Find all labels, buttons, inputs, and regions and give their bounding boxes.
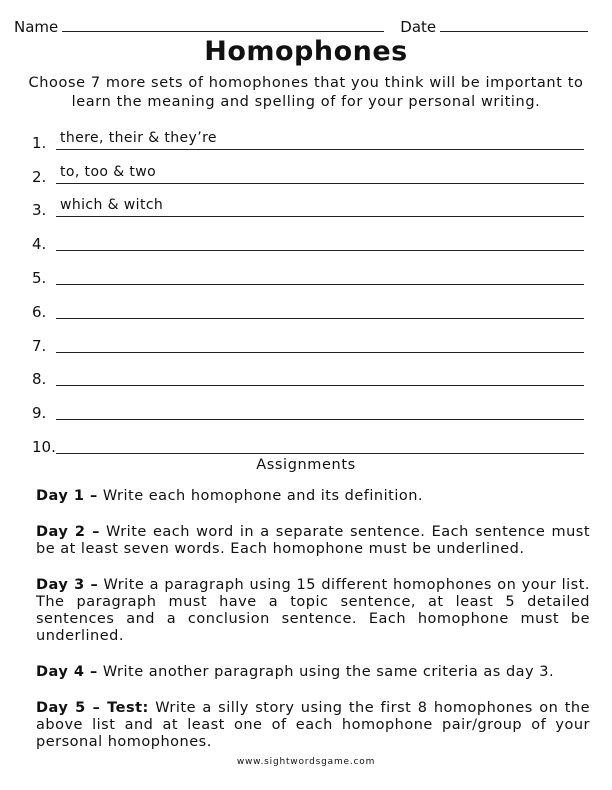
day-text: Write another paragraph using the same criteria as day 3. — [102, 664, 555, 680]
day-text: Write each word in a separate sentence. Each sentence must be at least seven words. Each homophone must be underlined. — [36, 524, 591, 557]
answer-line[interactable] — [56, 332, 584, 353]
assignment-day-5 — [36, 700, 590, 751]
day-label: Day 5 – Test: — [36, 700, 149, 716]
day-label: Day 4 – — [36, 664, 98, 680]
list-item — [32, 287, 584, 321]
day-text: Write a silly story using the first 8 homophones on the above list and at least one of each homophone pair/group of your personal homophones. — [36, 700, 590, 750]
assignment-day-4 — [36, 664, 590, 681]
answer-line[interactable] — [56, 399, 584, 420]
answer-line[interactable]: to, too & two — [56, 163, 584, 184]
date-field[interactable] — [440, 30, 588, 32]
answer-line[interactable]: there, their & they’re — [56, 129, 584, 150]
list-item — [32, 422, 584, 456]
answer-line[interactable] — [56, 230, 584, 251]
answer-line[interactable] — [56, 433, 584, 454]
list-item — [32, 152, 584, 186]
day-label: Day 1 – — [36, 488, 98, 504]
name-label: Name — [14, 18, 59, 36]
day-label: Day 3 – — [36, 577, 99, 593]
date-label: Date — [400, 18, 437, 36]
assignment-day-2 — [36, 524, 590, 558]
line-number: 5. — [32, 268, 47, 287]
day-text: Write each homophone and its definition. — [102, 488, 424, 504]
page-title: Homophones — [204, 36, 408, 67]
list-item — [32, 253, 584, 287]
answer-line[interactable] — [56, 264, 584, 285]
homophone-list — [32, 118, 584, 456]
list-item — [32, 219, 584, 253]
answer-line[interactable]: which & witch — [56, 196, 584, 217]
assignments-heading: Assignments — [256, 457, 356, 473]
name-date-header — [14, 14, 588, 36]
line-number: 10. — [32, 437, 56, 456]
answer-line[interactable] — [56, 365, 584, 386]
line-number: 4. — [32, 235, 47, 254]
line-number: 1. — [32, 133, 47, 152]
name-field[interactable] — [62, 30, 384, 32]
day-label: Day 2 – — [36, 524, 100, 540]
website-footer: www.sightwordsgame.com — [236, 757, 376, 767]
list-item — [32, 388, 584, 422]
day-text: Write a paragraph using 15 different homophones on your list. The paragraph must have a topic sentence, at least 5 detailed sentences and a conclusion sentence. Each homophone must be underlined. — [36, 577, 590, 644]
assignments-list — [36, 488, 590, 751]
line-number: 3. — [32, 201, 47, 220]
assignment-day-3 — [36, 577, 590, 645]
instructions: Choose 7 more sets of homophones that you think will be important to learn the meaning and spelling of for your personal writing. — [28, 75, 584, 110]
list-item — [32, 321, 584, 355]
line-number: 6. — [32, 302, 47, 321]
list-item — [32, 118, 584, 152]
line-number: 9. — [32, 404, 47, 423]
line-number: 8. — [32, 370, 47, 389]
list-item — [32, 355, 584, 389]
line-number: 2. — [32, 167, 47, 186]
line-number: 7. — [32, 336, 47, 355]
assignment-day-1 — [36, 488, 590, 505]
list-item — [32, 186, 584, 220]
answer-line[interactable] — [56, 298, 584, 319]
